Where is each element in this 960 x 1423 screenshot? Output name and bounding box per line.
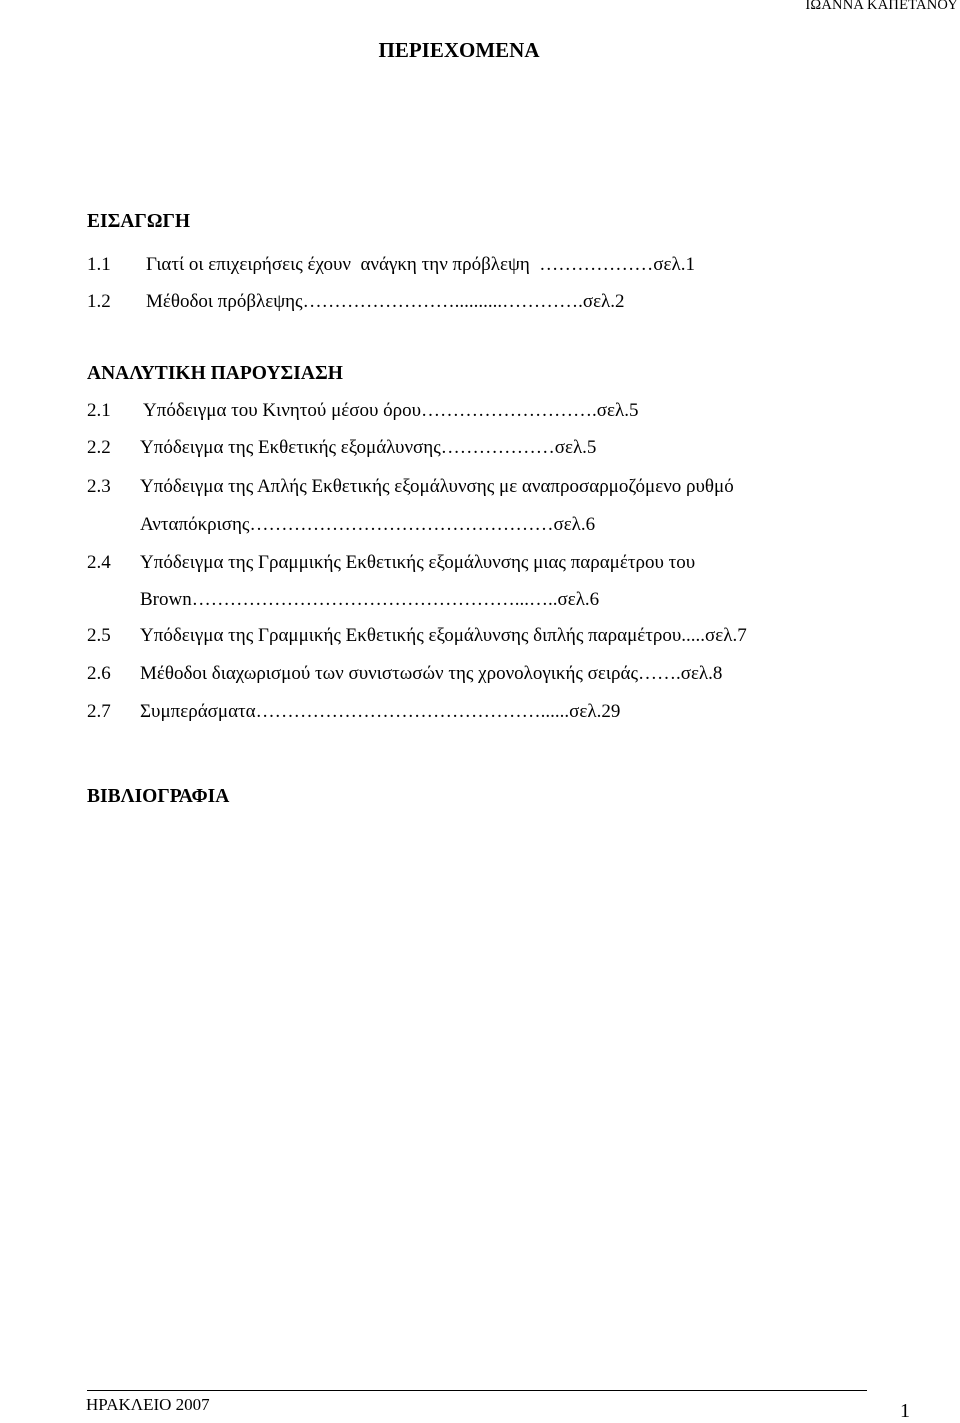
- header-author: ΙΩΑΝΝΑ ΚΑΠΕΤΑΝΟΥ: [805, 0, 958, 13]
- toc-entry-text: Υπόδειγμα της Εκθετικής εξομάλυνσης………………σελ.5: [140, 437, 597, 458]
- footer-rule: [87, 1390, 867, 1391]
- toc-entry-1-2[interactable]: [87, 292, 831, 349]
- toc-entry-text: Μέθοδοι πρόβλεψης……………………..........………….σελ.2: [146, 291, 625, 312]
- toc-entry-text: Υπόδειγμα του Κινητού μέσου όρου……………………….σελ.5: [143, 400, 639, 421]
- toc-entry-number: 2.3: [87, 476, 111, 497]
- toc-entry-number: 2.5: [87, 625, 111, 646]
- footer-city-year: ΗΡΑΚΛΕΙΟ 2007: [86, 1395, 210, 1414]
- toc-entry-number: 1.2: [87, 291, 111, 312]
- toc-entry-text: Γιατί οι επιχειρήσεις έχουν ανάγκη την πρόβλεψη ………………σελ.1: [146, 254, 695, 275]
- toc-entry-text: Μέθοδοι διαχωρισμού των συνιστωσών της χρονολογικής σειράς…….σελ.8: [140, 663, 723, 684]
- toc-entry-text: Υπόδειγμα της Γραμμικής Εκθετικής εξομάλυνσης διπλής παραμέτρου.....σελ.7: [140, 625, 747, 646]
- toc-entry-2-4-continuation[interactable]: [87, 590, 831, 628]
- toc-entry-number: 2.7: [87, 701, 111, 722]
- toc-entry-number: 2.2: [87, 437, 111, 458]
- toc-entry-text: Συμπεράσματα………………………………………......σελ.29: [140, 701, 621, 722]
- toc-entry-2-7[interactable]: [87, 702, 831, 759]
- toc-entry-number: 2.4: [87, 552, 111, 573]
- section-heading-bibliography: ΒΙΒΛΙΟΓΡΑΦΙΑ: [87, 786, 230, 807]
- page-title: ΠΕΡΙΕΧΟΜΕΝΑ: [378, 38, 540, 62]
- section-heading-intro: ΕΙΣΑΓΩΓΗ: [87, 211, 191, 232]
- page-number: 1: [900, 1400, 910, 1422]
- toc-entry-number: 2.1: [87, 400, 111, 421]
- toc-entry-text: Υπόδειγμα της Γραμμικής Εκθετικής εξομάλυνσης μιας παραμέτρου του: [140, 552, 696, 573]
- toc-entry-text: Brown……………………………………………...…..σελ.6: [140, 589, 600, 610]
- section-heading-analysis: ΑΝΑΛΥΤΙΚΗ ΠΑΡΟΥΣΙΑΣΗ: [87, 363, 343, 384]
- toc-entry-text: Υπόδειγμα της Απλής Εκθετικής εξομάλυνσης με αναπροσαρμοζόμενο ρυθμό: [140, 476, 734, 497]
- toc-entry-2-3-continuation[interactable]: [87, 515, 831, 553]
- toc-entry-text: Ανταπόκρισης…………………………………………σελ.6: [140, 514, 596, 535]
- toc-entry-number: 1.1: [87, 254, 111, 275]
- toc-entry-number: 2.6: [87, 663, 111, 684]
